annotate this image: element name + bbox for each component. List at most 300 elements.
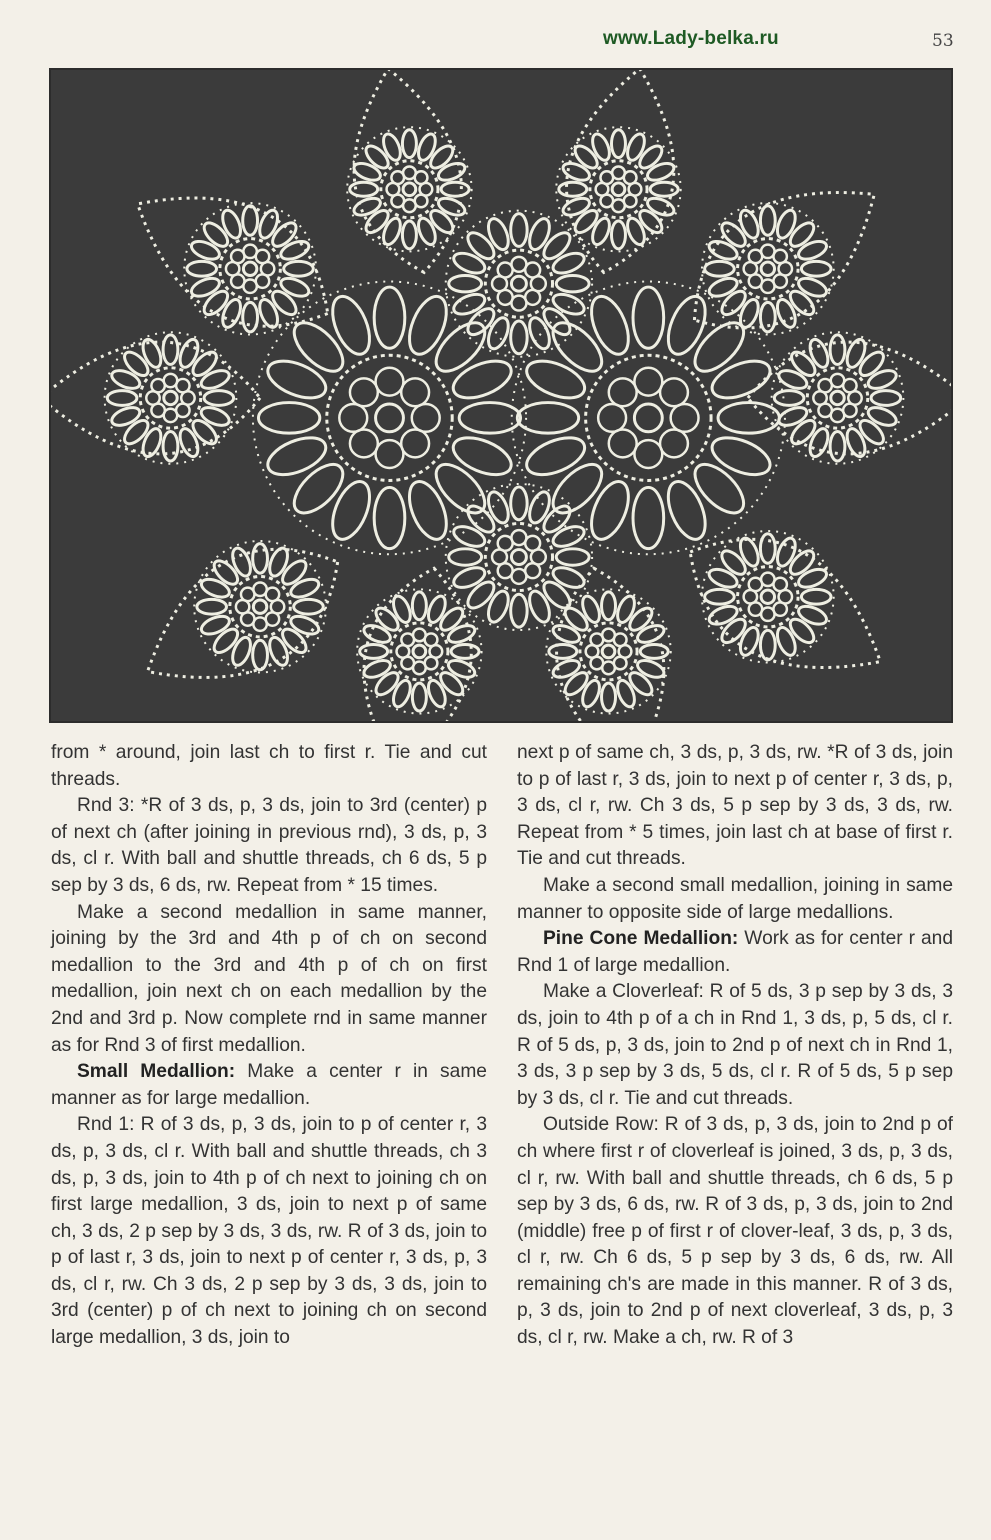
- pine-cone-8-core-ring: [390, 594, 414, 625]
- large-medallion-left-ring: [258, 403, 319, 434]
- pine-cone-9-core-ring: [635, 622, 666, 646]
- pine-cone-1-core-petal: [256, 250, 269, 263]
- pine-cone-2-core-ring: [427, 142, 457, 172]
- pine-cone-9-core-ring: [635, 657, 666, 681]
- pine-cone-6-core-ring: [774, 391, 804, 406]
- small-medallion-top-ring: [550, 249, 587, 277]
- small-medallion-top-ring: [540, 304, 575, 339]
- pine-cone-8-core-ring: [390, 678, 414, 709]
- pine-cone-9-core-center: [602, 645, 615, 658]
- small-medallion-top-ring: [463, 304, 498, 339]
- pine-cone-7-core-ring: [266, 635, 291, 668]
- pine-cone-10-core-ring: [796, 603, 829, 628]
- pine-cone-4-core-ring: [705, 261, 735, 276]
- pine-cone-8-core-ring: [437, 604, 467, 634]
- large-medallion-right-petal: [634, 368, 662, 396]
- small-medallion-bottom-ring: [451, 564, 488, 592]
- small-medallion-bottom-inner: [485, 523, 552, 590]
- pine-cone-5-core-ring: [163, 335, 178, 365]
- small-medallion-top-ring: [526, 315, 554, 352]
- pine-cone-6-core-ring: [866, 367, 899, 392]
- pine-cone-2-core-picots: [347, 127, 471, 251]
- large-medallion-right-petal: [609, 378, 637, 406]
- pine-cone-3-core-inner: [590, 161, 647, 218]
- large-medallion-left-ring: [374, 487, 405, 548]
- large-medallion-right-ring: [661, 476, 713, 544]
- pine-cone-10-core-ring: [737, 536, 762, 569]
- page-number: 53: [932, 31, 954, 51]
- pine-cone-8-core-picots: [357, 589, 481, 713]
- pine-cone-9-core-ring: [561, 669, 591, 699]
- small-medallion-top-ring: [550, 290, 587, 318]
- pine-cone-8-core-ring: [446, 657, 477, 681]
- small-medallion-top-ring: [484, 216, 512, 253]
- pine-cone-3-core-ring: [589, 132, 613, 163]
- pine-cone-10-core-ring: [760, 534, 775, 564]
- pine-cone-9-core-ring: [602, 592, 616, 620]
- pine-cone-10-core-ring: [737, 625, 762, 658]
- large-medallion-left-ring: [263, 354, 331, 406]
- pine-cone-2-core-ring: [362, 207, 392, 237]
- pine-cone-8-core-ring: [360, 644, 388, 658]
- large-medallion-right-ring: [633, 287, 664, 348]
- large-medallion-right-center: [634, 404, 662, 432]
- pine-cone-5-core-ring: [107, 391, 137, 406]
- large-medallion-right-ring: [633, 487, 664, 548]
- small-medallion-bottom-ring: [511, 594, 527, 627]
- paragraph-rnd1: Rnd 1: R of 3 ds, p, 3 ds, join to p of center r, 3 ds, p, 3 ds, cl r. With ball and shuttle threads, ch 3 ds, p, 3 ds, join to 4th p of ch next to joining ch on first large medallion, 3 ds, join to next p of same ch, 3 ds, 2 p sep by 3 ds, 3 ds, rw. R of 3 ds, join to p of last r, 3 ds, join to next p of center r, 3 ds, p, 3 ds, cl r, rw. Ch 3 ds, 2 p sep by 3 ds, 3 ds, join to 3rd (center) p of ch next to joining ch on second large medallion, 3 ds, join to: [51, 1114, 487, 1349]
- pine-cone-5-core-ring: [199, 367, 232, 392]
- pine-cone-8-core-ring: [362, 657, 393, 681]
- small-medallion-top-ring: [451, 290, 488, 318]
- pine-cone-8-core-ring: [425, 678, 449, 709]
- small-medallion-top-ring: [449, 275, 482, 291]
- pine-cone-3-core-ring: [559, 182, 587, 196]
- pine-cone-9-core-ring: [640, 644, 668, 658]
- large-medallion-right-ring: [545, 315, 610, 380]
- pine-cone-1-core-ring: [278, 238, 311, 263]
- pine-cone-4-core-ring: [786, 287, 817, 318]
- pine-cone-4-core-center: [761, 262, 774, 275]
- pine-cone-6-core-ring: [788, 348, 819, 379]
- large-medallion-left-ring: [374, 287, 405, 348]
- pine-cone-1-core-ring: [219, 208, 244, 241]
- pine-cone-5: [51, 342, 260, 454]
- pine-cone-1-core-ring: [189, 238, 222, 263]
- large-medallion-right-ring: [584, 476, 636, 544]
- pine-cone-6-core-center: [831, 391, 844, 404]
- pine-cone-4-core-ring: [737, 208, 762, 241]
- pine-cone-2-core-ring: [415, 216, 439, 247]
- pine-cone-3-core-ring: [611, 130, 625, 158]
- large-medallion-left-petal: [401, 430, 429, 458]
- pine-cone-2-core-inner: [381, 161, 438, 218]
- large-medallion-left-petal: [412, 404, 440, 432]
- pine-cone-9-core-ring: [549, 644, 577, 658]
- pine-cone-10-core-ring: [774, 625, 799, 658]
- small-medallion-bottom-ring: [550, 523, 587, 551]
- section-heading: Small Medallion:: [77, 1061, 236, 1083]
- paragraph-cloverleaf: Make a Cloverleaf: R of 5 ds, 3 p sep by 3 ds, 3 ds, join to 4th p of a ch in Rnd 1, 3 ds, p, 5 ds, cl r. R of 5 ds, p, 3 ds, join to 2nd p of next ch in Rnd 1, 3 ds, 3 p sep by 3 ds, 5 ds, cl r. R of 5 ds, 5 p sep by 3 ds, cl r. Tie and cut threads.: [517, 981, 953, 1109]
- pine-cone-8-core-ring: [437, 669, 467, 699]
- small-medallion-top-ring: [463, 228, 498, 263]
- pine-cone-3-core-ring: [611, 221, 625, 249]
- pine-cone-7-core-ring: [279, 625, 310, 656]
- pine-cone-2: [336, 70, 476, 282]
- left-column: [51, 740, 487, 1352]
- pine-cone-3-core-ring: [636, 207, 666, 237]
- pine-cone-7-core-picots: [194, 541, 326, 672]
- large-medallion-left-ring: [263, 430, 331, 482]
- pine-cone-3-core-ring: [650, 182, 678, 196]
- small-medallion-top-center: [511, 276, 526, 291]
- pine-cone-6-core-inner: [807, 368, 867, 428]
- pine-cone-5-core-ring: [139, 426, 164, 459]
- pine-cone-4-core-ring: [786, 219, 817, 250]
- pine-cone-1-core-ring: [269, 287, 300, 318]
- large-medallion-left-petal: [401, 378, 429, 406]
- pine-cone-5-core-petal: [176, 379, 189, 392]
- pine-cone-7-core-ring: [253, 544, 268, 574]
- pine-cone-7-core-ring: [199, 613, 232, 638]
- small-medallion-bottom-petal: [525, 536, 540, 551]
- small-medallion-top-ring: [526, 216, 554, 253]
- small-medallion-top-ring: [511, 214, 527, 247]
- pine-cone-10-core-ring: [786, 547, 817, 578]
- pine-cone-5-outline: [51, 342, 260, 454]
- pine-cone-5-core-ring: [189, 416, 220, 447]
- pine-cone-4-core-ring: [707, 238, 740, 263]
- pine-cone-10-core-ring: [796, 566, 829, 591]
- large-medallion-left-ring: [325, 476, 377, 544]
- pine-cone-6-core-ring: [856, 416, 887, 447]
- pine-cone-1-core-ring: [219, 297, 244, 330]
- pine-cone-1-core-ring: [256, 297, 281, 330]
- large-medallion-right-ring: [687, 456, 752, 521]
- pine-cone-8-core-ring: [425, 594, 449, 625]
- pine-cone-3-core-ring: [571, 207, 601, 237]
- large-medallion-left-ring: [286, 456, 351, 521]
- pine-cone-1-core-ring: [187, 261, 217, 276]
- pine-cone-5-core-inner: [140, 368, 200, 428]
- pine-cone-10-core-ring: [760, 630, 775, 660]
- paragraph-rnd3: Rnd 3: *R of 3 ds, p, 3 ds, join to 3rd (center) p of next ch (after joining in previous rnd), 3 ds, p, 3 ds, cl r. With ball and shuttle threads, ch 6 ds, 5 p sep by 3 ds, 6 ds, rw. Repeat from * 15 times.: [51, 795, 487, 896]
- pine-cone-10-core-picots: [702, 531, 834, 662]
- pine-cone-5-core-ring: [176, 426, 201, 459]
- pine-cone-6-core-ring: [866, 404, 899, 429]
- pine-cone-2-core-ring: [415, 132, 439, 163]
- pine-cone-2-core-ring: [402, 130, 416, 158]
- pine-cone-6-core-picots: [772, 332, 904, 463]
- pine-cone-2-core-ring: [352, 160, 383, 184]
- pine-cone-6-core-ring: [807, 337, 832, 370]
- pine-cone-1-core-ring: [243, 302, 258, 332]
- pine-cone-3-core-petal: [624, 171, 637, 184]
- pine-cone-2-core-ring: [352, 195, 383, 219]
- small-medallion-bottom-ring: [451, 523, 488, 551]
- pine-cone-4-core-ring: [796, 275, 829, 300]
- pine-cone-2-core-center: [403, 183, 416, 196]
- pine-cone-5-core-ring: [139, 337, 164, 370]
- pine-cone-6-core-ring: [871, 391, 901, 406]
- pine-cone-3: [552, 70, 692, 282]
- section-heading: Pine Cone Medallion:: [543, 928, 739, 950]
- pine-cone-4-core-petal: [773, 250, 786, 263]
- large-medallion-left-ring: [325, 291, 377, 359]
- pine-cone-6-core-petal: [843, 379, 856, 392]
- pine-cone-6-core-ring: [830, 335, 845, 365]
- pine-cone-9-core-ring: [626, 669, 656, 699]
- pine-cone-3-core-ring: [645, 160, 676, 184]
- pine-cone-1-core-ring: [256, 208, 281, 241]
- pine-cone-8-core-ring: [451, 644, 479, 658]
- pine-cone-10-core-petal: [773, 578, 786, 591]
- paragraph: Make a second small medallion, joining in same manner to opposite side of large medallions.: [517, 874, 953, 923]
- pine-cone-4-core-ring: [718, 287, 749, 318]
- pine-cone-6-core-ring: [844, 337, 869, 370]
- large-medallion-right-ring: [521, 430, 589, 482]
- pine-cone-2-core-ring: [402, 221, 416, 249]
- pine-cone-6-core-ring: [856, 348, 887, 379]
- pine-cone-3-core-ring: [561, 195, 592, 219]
- pine-cone-1-core-ring: [200, 287, 231, 318]
- pine-cone-8-core-ring: [372, 669, 402, 699]
- pine-cone-4-core-ring: [737, 297, 762, 330]
- paragraph-text: Work as for center r and Rnd 1 of large medallion.: [517, 928, 953, 976]
- pine-cone-8-core-ring: [372, 604, 402, 634]
- small-medallion-bottom-ring: [484, 489, 512, 526]
- small-medallion-bottom-ring: [540, 502, 575, 537]
- small-medallion-bottom-ring: [484, 588, 512, 625]
- pine-cone-9-core-ring: [614, 594, 638, 625]
- pine-cone-6-core-ring: [830, 432, 845, 462]
- pine-cone-9-core-ring: [579, 594, 603, 625]
- large-medallion-right-ring: [521, 354, 589, 406]
- large-medallion-left-petal: [339, 404, 367, 432]
- paragraph-pine-cone: [517, 926, 953, 979]
- pine-cone-9-core-ring: [579, 678, 603, 709]
- pine-cone-10-core-ring: [718, 547, 749, 578]
- paragraph-small-medallion: [51, 1059, 487, 1112]
- small-medallion-bottom-ring: [550, 564, 587, 592]
- pine-cone-6-core-ring: [807, 426, 832, 459]
- pine-cone-5-core-ring: [189, 348, 220, 379]
- pine-cone-2-core-ring: [427, 207, 457, 237]
- pine-cone-8-core-inner: [391, 623, 448, 680]
- paragraph: Make a second medallion in same manner, joining by the 3rd and 4th p of ch on second medallion to the 3rd and 4th p of ch on first medallion, join next ch on each medallion by the 2nd and 3rd p. Now complete rnd in same manner as for Rnd 3 of first medallion.: [51, 901, 487, 1056]
- pine-cone-1-core-ring: [278, 275, 311, 300]
- pine-cone-2-core-ring: [380, 216, 404, 247]
- pine-cone-10-core-ring: [718, 615, 749, 646]
- pine-cone-10-core-inner: [738, 567, 798, 627]
- large-medallion-left-petal: [376, 368, 404, 396]
- large-medallion-right-petal: [671, 404, 699, 432]
- pine-cone-9-core-petal: [614, 633, 627, 646]
- small-medallion-bottom-ring: [526, 588, 554, 625]
- large-medallion-left-inner: [327, 355, 452, 480]
- pine-cone-7-core-ring: [197, 599, 227, 614]
- pine-cone-9-core-ring: [626, 604, 656, 634]
- large-medallion-right-petal: [660, 430, 688, 458]
- right-column: [517, 740, 953, 1352]
- large-medallion-right-petal: [598, 404, 626, 432]
- pine-cone-7-core-ring: [253, 640, 268, 670]
- small-medallion-top-petal: [525, 263, 540, 278]
- large-medallion-left-ring: [402, 476, 454, 544]
- small-medallion-top-ring: [540, 228, 575, 263]
- pine-cone-7-core-ring: [199, 576, 232, 601]
- large-medallion-right-petal: [609, 430, 637, 458]
- small-medallion-bottom-center: [511, 550, 526, 565]
- pine-cone-6-core-ring: [844, 426, 869, 459]
- large-medallion-left-ring: [448, 354, 516, 406]
- large-medallion-right-ring: [707, 430, 775, 482]
- pine-cone-2-core-ring: [350, 182, 378, 196]
- pine-cone-7-core-ring: [288, 613, 321, 638]
- large-medallion-right-ring: [718, 403, 779, 434]
- pine-cone-8-core-petal: [425, 633, 438, 646]
- large-medallion-right-petal: [634, 440, 662, 468]
- pine-cone-9-core-ring: [614, 678, 638, 709]
- pine-cone-3-core-ring: [589, 216, 613, 247]
- pine-cone-1-core-ring: [243, 206, 258, 236]
- pine-cone-9-core-inner: [580, 623, 637, 680]
- doily-photo: [49, 68, 953, 723]
- pine-cone-10-core-center: [761, 590, 774, 603]
- pine-cone-4-core-ring: [801, 261, 831, 276]
- pine-cone-7-core-ring: [266, 546, 291, 579]
- pine-cone-10-core-ring: [707, 603, 740, 628]
- pine-cone-4-core-ring: [796, 238, 829, 263]
- pine-cone-7-core-petal: [266, 588, 279, 601]
- large-medallion-left-petal: [376, 440, 404, 468]
- pine-cone-7-core-center: [253, 600, 266, 613]
- pine-cone-4-core-picots: [702, 203, 834, 334]
- pine-cone-5-core-ring: [109, 367, 142, 392]
- paragraph: from * around, join last ch to first r. Tie and cut threads.: [51, 742, 487, 790]
- pine-cone-2-core-ring: [362, 142, 392, 172]
- pine-cone-4-core-ring: [774, 208, 799, 241]
- site-url[interactable]: www.Lady-belka.ru: [603, 28, 779, 49]
- large-medallion-left-petal: [350, 378, 378, 406]
- pine-cone-1-core-ring: [284, 261, 314, 276]
- pine-cone-5-core-ring: [121, 348, 152, 379]
- small-medallion-top-ring: [511, 321, 527, 354]
- pine-cone-4-core-ring: [760, 302, 775, 332]
- pine-cone-1-core-center: [243, 262, 256, 275]
- pine-cone-4-core-ring: [707, 275, 740, 300]
- large-medallion-left-petal: [350, 430, 378, 458]
- pine-cone-3-core-ring: [624, 132, 648, 163]
- pine-cone-9-core-ring: [602, 683, 616, 711]
- pine-cone-1-core-inner: [220, 239, 280, 299]
- pine-cone-5-core-ring: [204, 391, 234, 406]
- pine-cone-7-core-ring: [279, 557, 310, 588]
- pine-cone-3-core-ring: [561, 160, 592, 184]
- pine-cone-8-core-center: [413, 645, 426, 658]
- large-medallion-right-ring: [661, 291, 713, 359]
- small-medallion-top-picots: [446, 211, 592, 357]
- pine-cone-9-core-ring: [561, 604, 591, 634]
- pine-cone-10-core-ring: [786, 615, 817, 646]
- small-medallion-top-ring: [451, 249, 488, 277]
- pine-cone-5-core-ring: [163, 432, 178, 462]
- paragraph-text: Make a center r in same manner as for large medallion.: [51, 1061, 487, 1109]
- pine-cone-7-core-ring: [229, 635, 254, 668]
- pine-cone-1-core-ring: [269, 219, 300, 250]
- paragraph-outside-row: Outside Row: R of 3 ds, p, 3 ds, join to 2nd p of ch where first r of cloverleaf is joined, 3 ds, p, 3 ds, cl r, rw. With ball and shuttle threads, ch 6 ds, 5 p sep by 3 ds, 6 ds, rw. R of 3 ds, p, 3 ds, join to 2nd (middle) free p of first r of clover-leaf, 3 ds, p, 3 ds, cl r, rw. Ch 6 ds, 5 p sep by 3 ds, 6 ds, rw. All remaining ch's are made in this manner. R of 3 ds, p, 3 ds, join to 2nd p of next cloverleaf, 3 ds, p, 3 ds, cl r, rw. Make a ch, rw. R of 3: [517, 1114, 953, 1349]
- pine-cone-5-core-ring: [199, 404, 232, 429]
- pine-cone-1-core-picots: [184, 203, 316, 334]
- small-medallion-bottom-ring: [449, 549, 482, 565]
- pine-cone-3-outline: [552, 70, 692, 282]
- pine-cone-8-core-ring: [412, 683, 426, 711]
- pine-cone-10-core-ring: [707, 566, 740, 591]
- pine-cone-6-core-ring: [776, 404, 809, 429]
- pine-cone-2-core-ring: [380, 132, 404, 163]
- large-medallion-left-ring: [448, 430, 516, 482]
- pine-cone-4-core-ring: [718, 219, 749, 250]
- small-medallion-bottom-ring: [463, 578, 498, 613]
- tatted-doily-image: [51, 70, 951, 721]
- pine-cone-7-core-ring: [294, 599, 324, 614]
- large-medallion-left-center: [376, 404, 404, 432]
- pine-cone-4-core-ring: [760, 206, 775, 236]
- pine-cone-10-core-ring: [705, 589, 735, 604]
- pine-cone-2-outline: [336, 70, 476, 282]
- pine-cone-5-core-center: [164, 391, 177, 404]
- small-medallion-top-inner: [485, 250, 552, 317]
- pine-cone-1-core-ring: [189, 275, 222, 300]
- pine-cone-8-core-ring: [446, 622, 477, 646]
- pine-cone-4-core-inner: [738, 239, 798, 299]
- pine-cone-3-core-ring: [571, 142, 601, 172]
- paragraph: next p of same ch, 3 ds, p, 3 ds, rw. *R of 3 ds, join to p of last r, 3 ds, join to next p of center r, 3 ds, p, 3 ds, cl r, rw. Ch 3 ds, 5 p sep by 3 ds, 3 ds, rw. Repeat from * 5 times, join last ch at base of first r. Tie and cut threads.: [517, 742, 953, 870]
- pine-cone-3-core-ring: [636, 142, 666, 172]
- pine-cone-7-core-ring: [288, 576, 321, 601]
- pine-cone-10-core-ring: [801, 589, 831, 604]
- large-medallion-left-ring: [402, 291, 454, 359]
- small-medallion-top-ring: [484, 315, 512, 352]
- small-medallion-bottom-ring: [511, 487, 527, 520]
- pine-cone-5-core-ring: [109, 404, 142, 429]
- pine-cone-5-core-ring: [176, 337, 201, 370]
- pine-cone-7-core-ring: [229, 546, 254, 579]
- pine-cone-3-core-center: [612, 183, 625, 196]
- pine-cone-2-core-ring: [441, 182, 469, 196]
- pine-cone-9-core-ring: [551, 622, 582, 646]
- small-medallion-top-ring: [556, 275, 589, 291]
- pine-cone-6-core-ring: [776, 367, 809, 392]
- pine-cone-7-core-ring: [210, 557, 241, 588]
- large-medallion-right-ring: [584, 291, 636, 359]
- pine-cone-5-core-ring: [121, 416, 152, 447]
- pine-cone-8-core-ring: [412, 592, 426, 620]
- pine-cone-7-core-ring: [210, 625, 241, 656]
- pine-cone-10-core-ring: [774, 536, 799, 569]
- pine-cone-3-core-ring: [624, 216, 648, 247]
- large-medallion-right-inner: [586, 355, 711, 480]
- small-medallion-bottom-ring: [556, 549, 589, 565]
- pine-cone-2-core-petal: [415, 171, 428, 184]
- large-medallion-right-petal: [660, 378, 688, 406]
- small-medallion-bottom-ring: [526, 489, 554, 526]
- pine-cone-1-core-ring: [200, 219, 231, 250]
- pine-cone-7-core-inner: [230, 577, 290, 637]
- pine-cone-5-core-picots: [105, 332, 237, 463]
- pine-cone-2-core-ring: [436, 195, 467, 219]
- pine-cone-6-core-ring: [788, 416, 819, 447]
